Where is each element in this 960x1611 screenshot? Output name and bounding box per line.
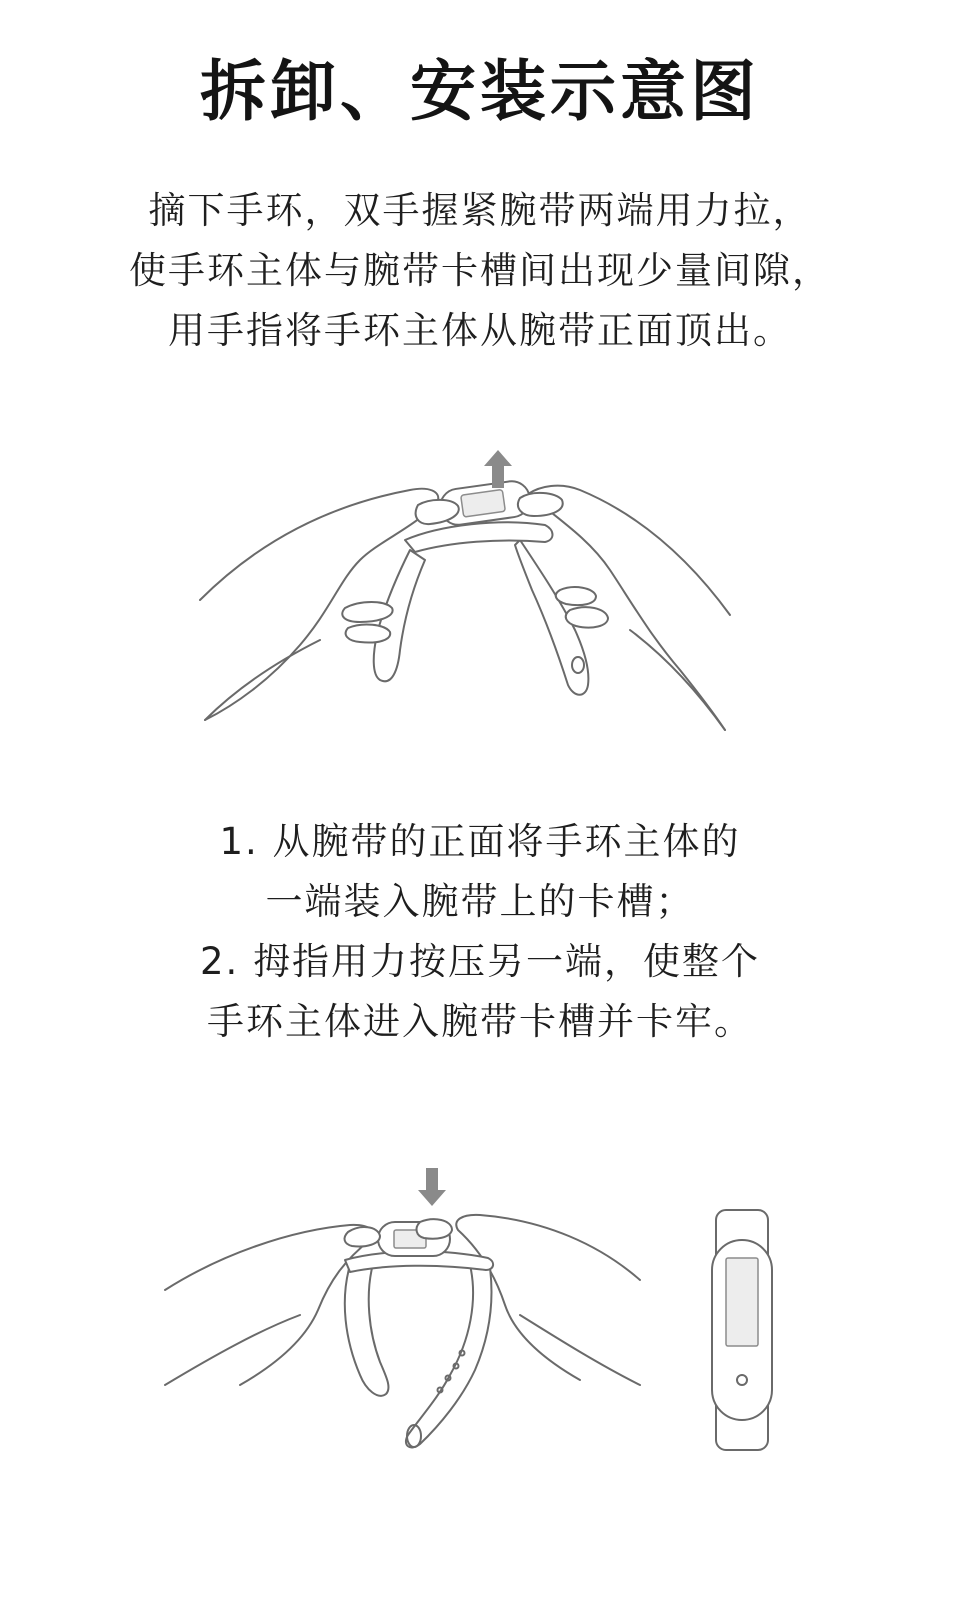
left-arm-lower [165, 1315, 300, 1385]
left-hand-outline [165, 1225, 373, 1385]
band-body [405, 522, 553, 552]
removal-illustration-svg [0, 430, 960, 770]
page-title: 拆卸、安装示意图 [200, 53, 760, 130]
right-thumb [417, 1219, 452, 1239]
install-line-4: 手环主体进入腕带卡槽并卡牢。 [207, 1000, 753, 1043]
left-finger-1 [342, 602, 392, 622]
left-arm-lower [205, 640, 320, 720]
removal-instructions [0, 181, 960, 361]
right-finger-2 [556, 587, 596, 605]
removal-illustration [0, 430, 960, 770]
right-finger-1 [566, 607, 608, 627]
installation-illustration [0, 1150, 960, 1460]
install-line-3: 2. 拇指用力按压另一端，使整个 [199, 940, 761, 983]
left-finger-2 [346, 625, 391, 643]
installation-instructions [0, 812, 960, 1052]
removal-line-2: 使手环主体与腕带卡槽间出现少量间隙， [129, 249, 831, 292]
press-down-arrow [418, 1168, 446, 1206]
band-right-strap [406, 1265, 492, 1447]
band-left-strap [345, 1265, 389, 1396]
right-thumb [518, 493, 563, 516]
removal-line-3: 用手指将手环主体从腕带正面顶出。 [168, 309, 792, 352]
install-line-1: 1. 从腕带的正面将手环主体的 [219, 820, 741, 863]
installation-illustration-svg [0, 1150, 960, 1460]
left-thumb [345, 1227, 380, 1246]
install-line-2: 一端装入腕带上的卡槽； [265, 880, 695, 923]
removal-line-1: 摘下手环，双手握紧腕带两端用力拉， [148, 189, 812, 232]
right-arm-lower [630, 630, 725, 730]
finished-band-screen [726, 1258, 758, 1346]
